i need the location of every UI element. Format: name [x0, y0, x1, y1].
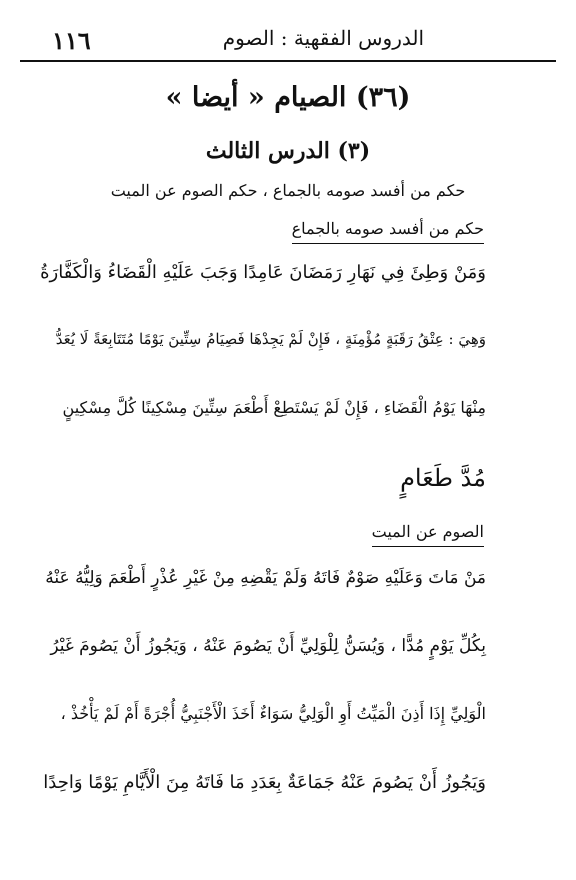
body-line: مَنْ مَاتَ وَعَلَيْهِ صَوْمٌ فَاتَهُ وَلَمْ يَقْضِهِ مِنْ غَيْرِ عُذْرٍ أَطْعَمَ وَلِيُّهُ عَنْهُ — [45, 568, 486, 588]
chapter-title: (٣٦) الصيام « أيضا » — [165, 82, 411, 113]
body-line: وَمَنْ وَطِئَ فِي نَهَارِ رَمَضَانَ عَامِدًا وَجَبَ عَلَيْهِ الْقَضَاءُ وَالْكَفَّارَةُ — [40, 262, 486, 283]
lesson-title: (٣) الدرس الثالث — [205, 138, 371, 164]
body-line: الْوَلِيِّ إِذَا أَذِنَ الْمَيِّتُ أَوِ الْوَلِيُّ سَوَاءٌ أَخَذَ الْأَجْنَبِيُّ أُجْرَةً أَمْ لَمْ يَأْخُذْ ، — [60, 704, 486, 723]
section-heading-fasting-for-deceased: الصوم عن الميت — [372, 522, 484, 547]
section-heading-intercourse: حكم من أفسد صومه بالجماع — [292, 219, 484, 244]
header-rule — [20, 60, 556, 62]
page-number: ١١٦ — [52, 26, 91, 55]
body-line: وَيَجُوزُ أَنْ يَصُومَ عَنْهُ جَمَاعَةٌ بِعَدَدِ مَا فَاتَهُ مِنَ الْأَيَّامِ يَوْمًا وَاحِدًا — [43, 772, 486, 793]
body-line: مِنْهَا يَوْمُ الْقَضَاءِ ، فَإِنْ لَمْ يَسْتَطِعْ أَطْعَمَ سِتِّينَ مِسْكِينًا كُلَّ مِسْكِينٍ — [62, 398, 486, 417]
body-line: مُدَّ طَعَامٍ — [400, 464, 486, 492]
running-head-title: الدروس الفقهية : الصوم — [222, 26, 424, 50]
lesson-topics: حكم من أفسد صومه بالجماع ، حكم الصوم عن الميت — [110, 181, 466, 200]
body-line: بِكُلِّ يَوْمٍ مُدًّا ، وَيُسَنُّ لِلْوَلِيِّ أَنْ يَصُومَ عَنْهُ ، وَيَجُوزُ أَنْ يَصُومَ غَيْرُ — [50, 636, 486, 656]
running-head — [22, 22, 554, 56]
body-line: وَهِيَ : عِتْقُ رَقَبَةٍ مُؤْمِنَةٍ ، فَإِنْ لَمْ يَجِدْهَا فَصِيَامُ سِتِّينَ يَوْمًا مُتَتَابِعَةً لَا يُعَدُّ — [55, 330, 486, 348]
